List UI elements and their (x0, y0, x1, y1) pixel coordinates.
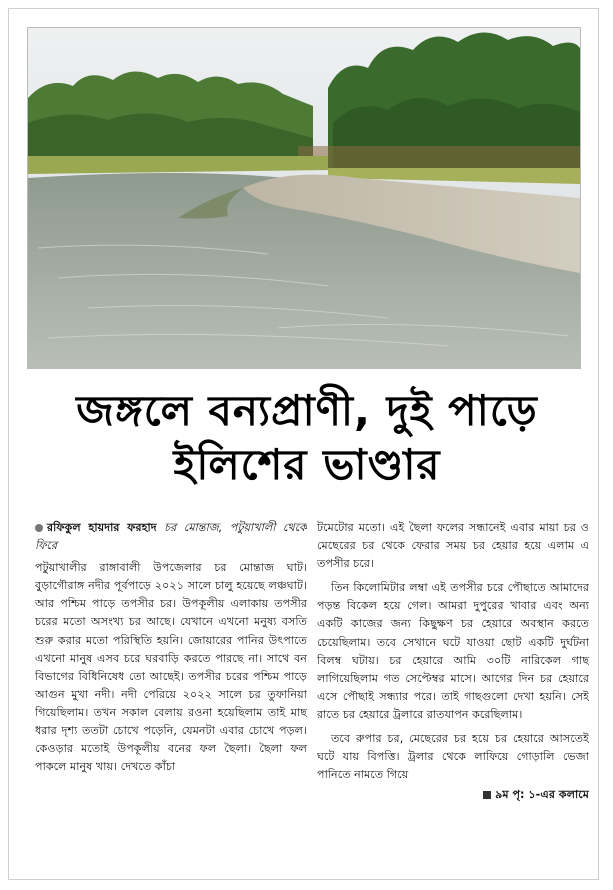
column-left (35, 519, 307, 879)
headline-line-1: জঙ্গলে বন্যপ্রাণী, দুই পাড়ে (76, 386, 538, 435)
headline (27, 384, 587, 492)
column-right (317, 519, 589, 879)
byline (35, 519, 307, 555)
mangrove-river-photo (27, 27, 581, 369)
bullet-icon (35, 524, 43, 532)
paragraph-2: তিন কিলোমিটার লম্বা এই তপসীর চরে পৌছাতে আমাদের পড়ন্ত বিকেল হয়ে গেল। আমরা দুপুরের খাবার এবং অন্য একটি কাজের জন্য কিছুক্ষণ চর হেয়ারে অবস্থান করতে চেয়েছিলাম। তবে সেখানে ঘটে যাওয়া ছোট একটি দুর্ঘটনা বিলম্ব ঘটায়। চর হেয়ারে আমি ৩০টি নারিকেল গাছ লাগিয়েছিলাম গত সেপ্টেম্বর মাসে। আগের দিন চর হেয়ারে এসে পৌছাই সন্ধ্যার পরে। তাই গাছগুলো দেখা হয়নি। সেই রাতে চর হেয়ারে ট্রলারে রাতযাপন করেছিলাম। (317, 581, 589, 721)
square-bullet-icon (483, 791, 491, 799)
photo-illustration (28, 28, 580, 368)
paragraph-1: পটুয়াখালীর রাঙ্গাবালী উপজেলার চর মোন্তাজ ঘাট। বুড়াগৌরাঙ্গ নদীর পূর্বপাড়ে ২০২১ সালে চালু হয়েছে লঞ্চঘাট। আর পশ্চিম পাড়ে তপসীর চর। উপকূলীয় এলাকায় তপসীর চরের মতো অসংখ্য চর আছে। যেখানে এখনো মনুষ্য বসতি শুরু করার মতো পরিস্থিতি হয়নি। জোয়ারের পানির উৎপাতে এখনো মানুষ এসব চরে ঘরবাড়ি করতে পারছে না। সাথে বন বিভাগের বিধিনিষেধ তো আছেই। তপসীর চরের পশ্চিম পাড়ে আগুন মুখা নদী। নদী পেরিয়ে ২০২২ সালে চর তুফানিয়া গিয়েছিলাম। তখন সকাল বেলায় রওনা হয়েছিলাম তাই মাছ ধরার দৃশ্য ততটা চোখে পড়েনি, যেমনটা এবার চোখে পড়ল। কেওড়ার মতোই উপকূলীয় বনের ফল ছৈলা। ছৈলা ফল পাকলে মানুষ খায়। দেখতে কাঁচা (35, 561, 307, 774)
headline-line-2: ইলিশের ভাণ্ডার (173, 440, 441, 489)
byline-author: রফিকুল হায়দার ফরহাদ (47, 521, 157, 534)
continued-text: ৯ম পৃ: ১-এর কলামে (495, 788, 589, 802)
continued-note (317, 786, 589, 804)
byline-place: চর মোন্তাজ, পটুয়াখালী থেকে ফিরে (35, 521, 307, 553)
newspaper-clipping (8, 8, 599, 880)
paragraph-3: তবে রুপার চর, মেছেরের চর হয়ে চর হেয়ারে আসতেই ঘটে যায় বিপত্তি। ট্রলার থেকে লাফিয়ে গোড়ালি ভেজা পানিতে নামতে গিয়ে (317, 732, 589, 782)
article-body (35, 519, 593, 879)
paragraph-1-continued: টমেটোর মতো। এই ছৈলা ফলের সন্ধানেই এবার মায়া চর ও মেছেরের চর থেকে ফেরার সময় চর হেয়ার হয়ে এলাম এ তপসীর চরে। (317, 521, 589, 571)
